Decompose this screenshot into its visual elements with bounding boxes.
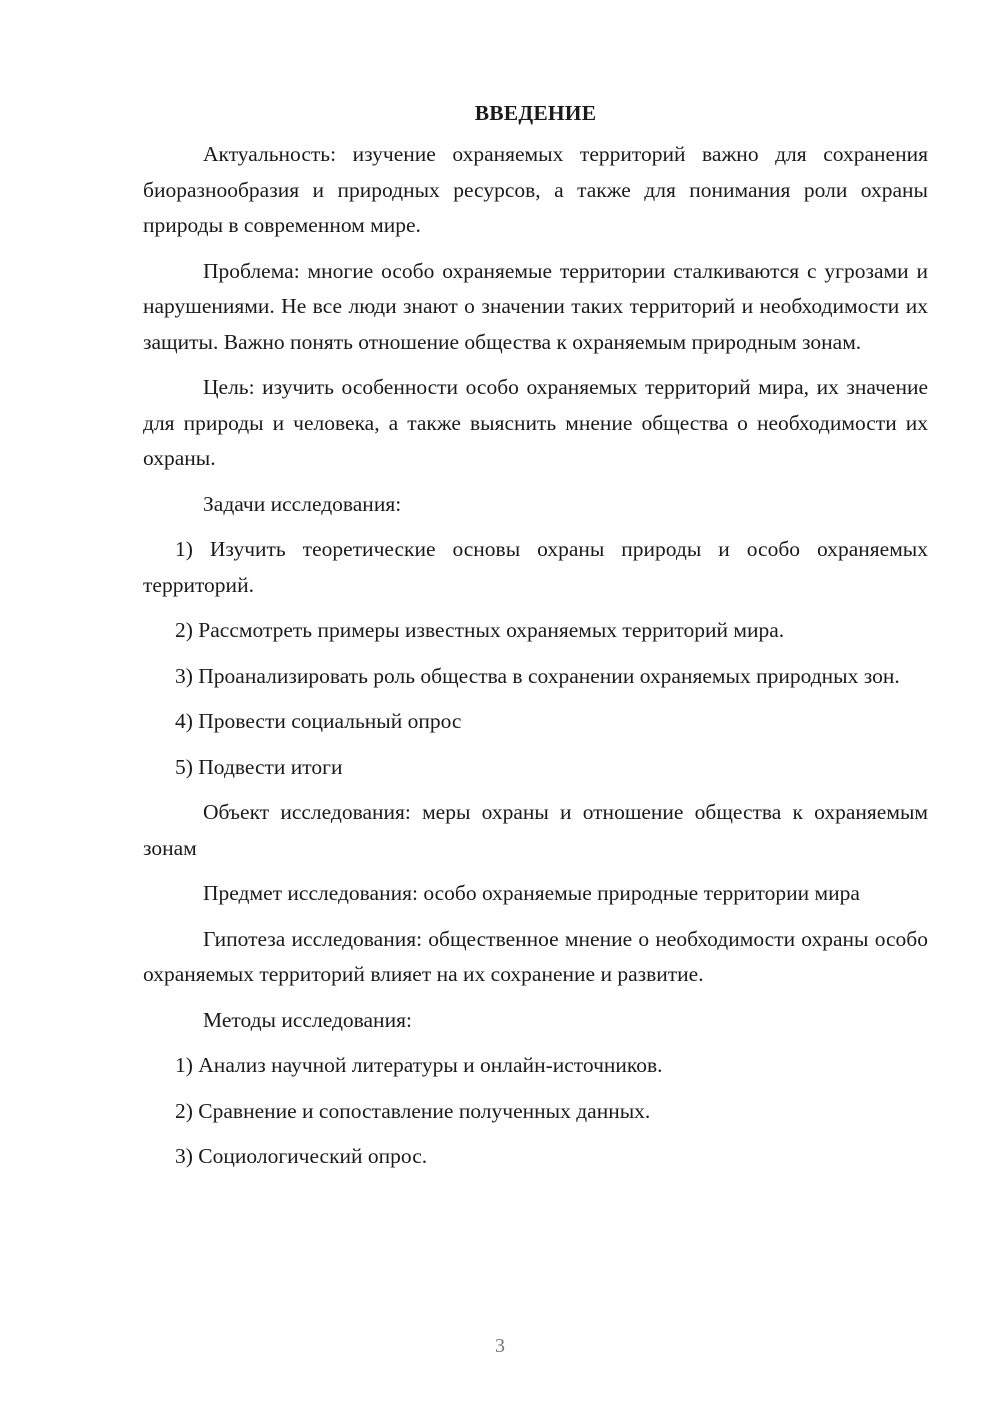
task-item: 5) Подвести итоги — [175, 754, 343, 779]
method-item: 2) Сравнение и сопоставление полученных данных. — [175, 1098, 651, 1123]
methods-heading: Методы исследования: — [203, 1007, 412, 1032]
relevance-paragraph: Актуальность: изучение охраняемых территорий важно для сохранения биоразнообразия и природных ресурсов, а также для понимания роли охраны природы в современном мире. — [143, 142, 928, 237]
task-item: 4) Провести социальный опрос — [175, 709, 462, 733]
document-page — [143, 96, 928, 1185]
task-item: 3) Проанализировать роль общества в сохранении охраняемых природных зон. — [175, 663, 900, 688]
task-item: 1) Изучить теоретические основы охраны природы и особо охраняемых территорий. — [143, 537, 928, 597]
research-hypothesis-paragraph: Гипотеза исследования: общественное мнение о необходимости охраны особо охраняемых территорий влияет на их сохранение и развитие. — [143, 926, 928, 986]
problem-paragraph: Проблема: многие особо охраняемые территории сталкиваются с угрозами и нарушениями. Не все люди знают о значении таких территорий и необходимости их защиты. Важно понять отношение общества к охраняемым природным зонам. — [143, 258, 928, 354]
research-object-paragraph: Объект исследования: меры охраны и отношение общества к охраняемым зонам — [143, 800, 928, 860]
page-title: ВВЕДЕНИЕ — [474, 101, 597, 125]
task-item: 2) Рассмотреть примеры известных охраняемых территорий мира. — [175, 618, 785, 642]
page-number: 3 — [495, 1335, 505, 1357]
research-subject-paragraph: Предмет исследования: особо охраняемые природные территории мира — [203, 881, 860, 905]
method-item: 1) Анализ научной литературы и онлайн-источников. — [175, 1053, 663, 1077]
method-item: 3) Социологический опрос. — [175, 1144, 428, 1168]
tasks-heading: Задачи исследования: — [203, 491, 402, 516]
goal-paragraph: Цель: изучить особенности особо охраняемых территорий мира, их значение для природы и человека, а также выяснить мнение общества о необходимости их охраны. — [143, 375, 928, 470]
